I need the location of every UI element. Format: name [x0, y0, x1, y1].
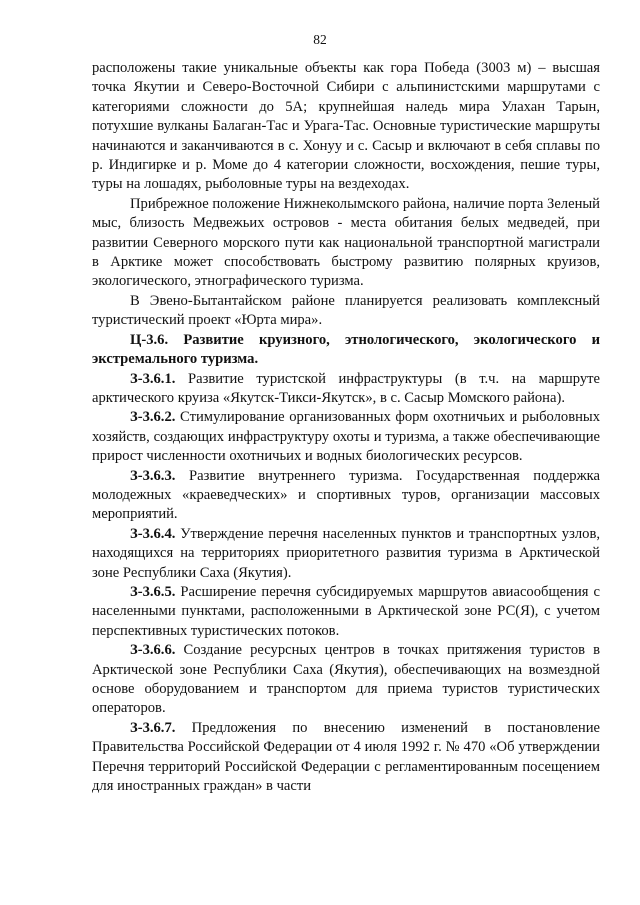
- task-code: З-3.6.6.: [130, 642, 176, 659]
- task-3-6-7: [92, 719, 600, 797]
- task-code: З-3.6.1.: [130, 370, 176, 387]
- task-code: З-3.6.3.: [130, 467, 176, 484]
- paragraph-text: Прибрежное положение Нижнеколымского района, наличие порта Зеленый мыс, близость Медвежьих островов - места обитания белых медведей, при развитии Северного морского пути как национальной транспортной магистрали в Арктике может способствовать быстрому развитию полярных круизов, экологического, этнографического туризма.: [92, 195, 600, 290]
- task-code: З-3.6.2.: [130, 409, 176, 426]
- task-code: З-3.6.7.: [130, 719, 176, 736]
- task-text: Расширение перечня субсидируемых маршрутов авиасообщения с населенными пунктами, расположенными в Арктической зоне РС(Я), с учетом перспективных туристических потоков.: [92, 583, 600, 639]
- goal-code: Ц-3.6.: [130, 331, 169, 348]
- task-text: Утверждение перечня населенных пунктов и транспортных узлов, находящихся на территориях приоритетного развития туризма в Арктической зоне Республики Саха (Якутия).: [92, 525, 600, 581]
- task-code: З-3.6.5.: [130, 583, 176, 600]
- paragraph-eveno-bytantaisky: [92, 292, 600, 331]
- paragraph-nizhnekolymsky: [92, 195, 600, 292]
- task-3-6-5: [92, 583, 600, 641]
- goal-title: Развитие круизного, этнологического, экологического и экстремального туризма.: [92, 331, 600, 368]
- paragraph-text: расположены такие уникальные объекты как гора Победа (3003 м) – высшая точка Якутии и Северо-Восточной Сибири с альпинистскими маршрутами с категориями сложности до 5А; крупнейшая наледь мира Улахан Тарын, потухшие вулканы Балаган-Тас и Урага-Тас. Основные туристические маршруты начинаются и заканчиваются в с. Хонуу и с. Сасыр и включают в себя сплавы по р. Индигирке и р. Моме до 4 категории сложности, восхождения, пешие туры, туры на лошадях, рыболовные туры на вездеходах.: [92, 60, 600, 193]
- paragraph-text: В Эвено-Бытантайском районе планируется реализовать комплексный туристический проект «Юрта мира».: [92, 292, 600, 329]
- task-text: Развитие внутреннего туризма. Государственная поддержка молодежных «краеведческих» и спортивных туров, организации массовых мероприятий.: [92, 467, 601, 523]
- task-code: З-3.6.4.: [130, 525, 176, 542]
- task-text: Развитие туристской инфраструктуры (в т.ч. на маршруте арктического круиза «Якутск-Тикси-Якутск», в с. Сасыр Момского района).: [92, 370, 601, 406]
- task-text: Стимулирование организованных форм охотничьих и рыболовных хозяйств, создающих инфраструктуру охоты и туризма, а также обеспечивающие прирост численности охотничьих и водных биологических ресурсов.: [92, 409, 600, 465]
- paragraph-continuation: [92, 59, 600, 195]
- task-3-6-4: [92, 525, 600, 583]
- task-3-6-6: [92, 641, 600, 719]
- page-number: 82: [313, 32, 327, 47]
- task-3-6-3: [92, 467, 600, 525]
- body-text: [92, 59, 600, 796]
- task-3-6-2: [92, 408, 600, 466]
- goal-heading: [92, 331, 600, 370]
- task-text: Создание ресурсных центров в точках притяжения туристов в Арктической зоне Республики Саха (Якутия), обеспечивающих на возмездной основе оборудованием и транспортом для приема туристов туристических операторов.: [92, 642, 600, 717]
- task-text: Предложения по внесению изменений в постановление Правительства Российской Федерации от 4 июля 1992 г. № 470 «Об утверждении Перечня территорий Российской Федерации с регламентированным посещением для иностранных граждан» в части: [92, 719, 600, 795]
- task-3-6-1: [92, 370, 600, 409]
